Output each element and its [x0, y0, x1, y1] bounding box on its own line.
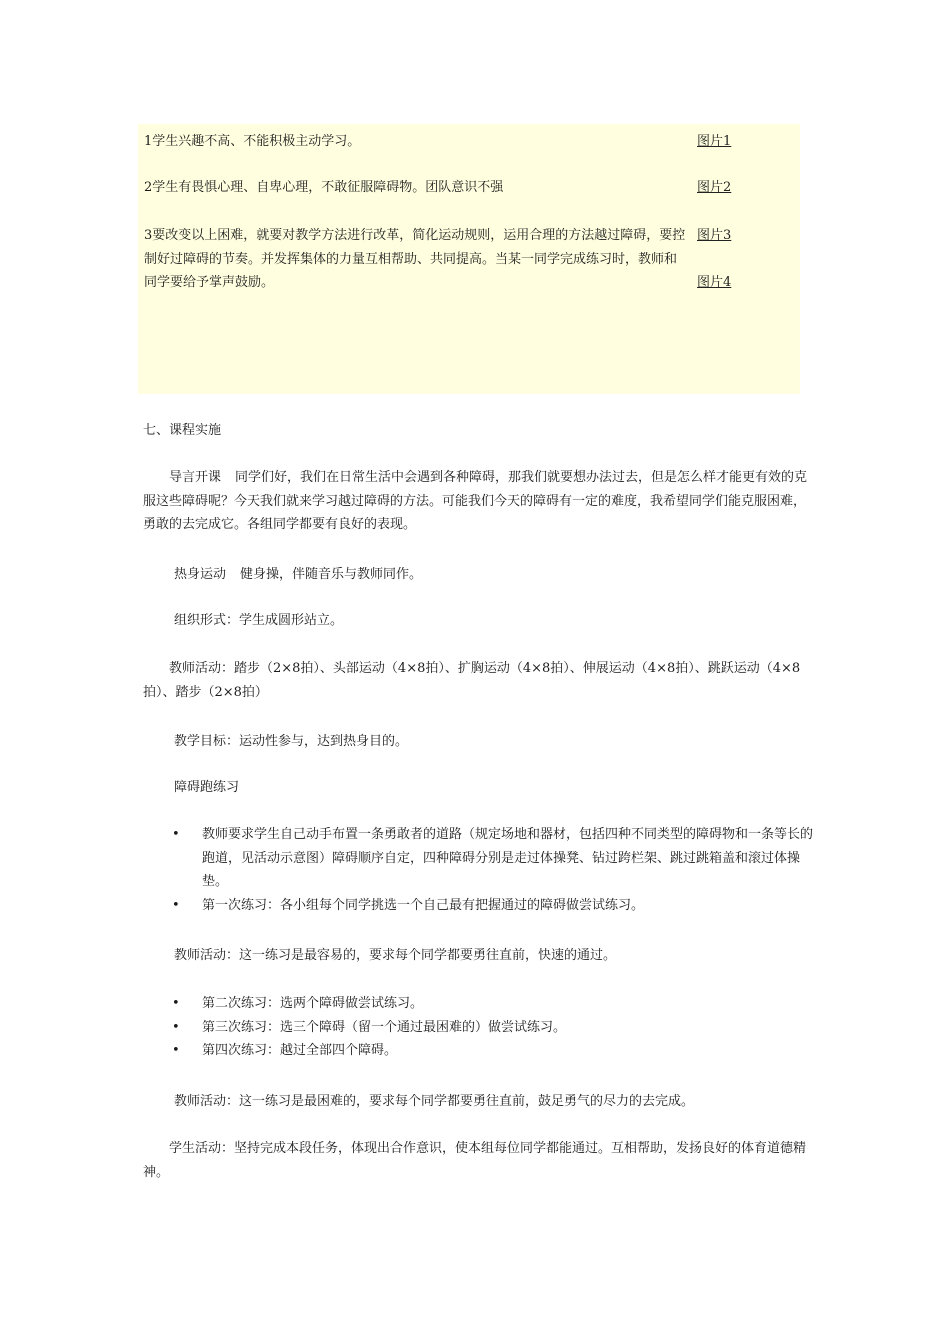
picture-link-4[interactable]: 图片4 [697, 275, 732, 290]
picture-link-1[interactable]: 图片1 [697, 134, 732, 149]
teacher-activity-3: 教师活动：这一练习是最困难的，要求每个同学都要勇往直前，鼓足勇气的尽力的去完成。 [174, 1094, 695, 1109]
picture-link-3[interactable]: 图片3 [697, 228, 732, 243]
section-title: 七、课程实施 [143, 423, 222, 438]
intro-label: 导言开课 [169, 470, 222, 485]
difficulty-table [138, 124, 800, 394]
teaching-goal: 教学目标：运动性参与，达到热身目的。 [174, 734, 409, 749]
teacher-activity-2: 教师活动：这一练习是最容易的，要求每个同学都要勇往直前，快速的通过。 [174, 948, 617, 963]
teacher-activity-1: 教师活动：踏步（2×8拍）、头部运动（4×8拍）、扩胸运动（4×8拍）、伸展运动（4×8拍）、跳跃运动（4×8拍）、踏步（2×8拍） [143, 661, 801, 700]
warmup-text: 健身操，伴随音乐与教师同作。 [240, 567, 423, 582]
list-item: • 第三次练习：选三个障碍（留一个通过最困难的）做尝试练习。 [143, 1016, 813, 1040]
organization-paragraph: 组织形式：学生成圆形站立。 [174, 613, 344, 628]
practice-list-2 [143, 992, 813, 1063]
difficulty-row-1: 1学生兴趣不高、不能积极主动学习。 [144, 134, 361, 149]
list-item: • 第一次练习：各小组每个同学挑选一个自己最有把握通过的障碍做尝试练习。 [143, 894, 813, 918]
list-item: • 第二次练习：选两个障碍做尝试练习。 [143, 992, 813, 1016]
difficulty-row-3: 3要改变以上困难，就要对教学方法进行改革，简化运动规则，运用合理的方法越过障碍，要控制好过障碍的节奏。并发挥集体的力量互相帮助、共同提高。当某一同学完成练习时，教师和同学要给予掌声鼓励。 [144, 228, 686, 290]
practice-list-1 [143, 823, 813, 917]
picture-link-2[interactable]: 图片2 [697, 180, 732, 195]
warmup-label: 热身运动 [174, 567, 227, 582]
difficulty-row-2: 2学生有畏惧心理、自卑心理，不敢征服障碍物。团队意识不强 [144, 180, 504, 195]
list-item: • 第四次练习：越过全部四个障碍。 [143, 1039, 813, 1063]
student-activity: 学生活动：坚持完成本段任务，体现出合作意识，使本组每位同学都能通过。互相帮助，发扬良好的体育道德精神。 [143, 1141, 807, 1180]
intro-paragraph [143, 466, 813, 537]
list-item: • 教师要求学生自己动手布置一条勇敢者的道路（规定场地和器材，包括四种不同类型的障碍物和一条等长的跑道，见活动示意图）障碍顺序自定，四种障碍分别是走过体操凳、钻过跨栏架、跳过跳箱盖和滚过体操垫。 [143, 823, 813, 894]
practice-title: 障碍跑练习 [174, 780, 240, 795]
warmup-paragraph [143, 563, 844, 587]
intro-text: 同学们好，我们在日常生活中会遇到各种障碍，那我们就要想办法过去，但是怎么样才能更有效的克服这些障碍呢？今天我们就来学习越过障碍的方法。可能我们今天的障碍有一定的难度，我希望同学们能克服困难，勇敢的去完成它。各组同学都要有良好的表现。 [143, 470, 808, 532]
